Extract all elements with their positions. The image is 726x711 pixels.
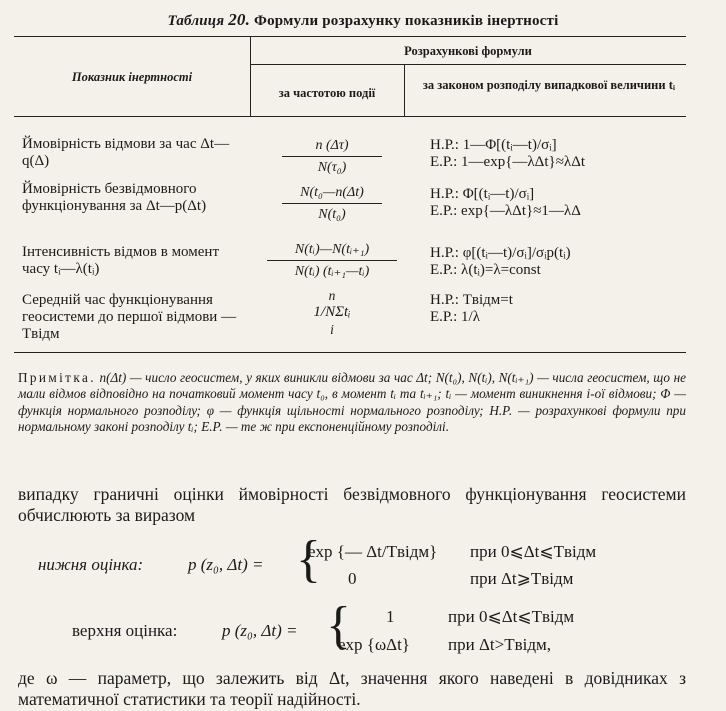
fraction-bar <box>282 156 382 157</box>
fraction-numerator: n (Δτ) <box>315 138 349 153</box>
formula-normal: Н.Р.: Tвідм=t <box>430 292 513 308</box>
sum-expression: 1/NΣtᵢ <box>313 304 351 320</box>
row-law-formula <box>430 245 690 279</box>
header-bottom-rule <box>14 116 686 117</box>
note-heading: Примітка. <box>18 370 96 385</box>
upper-case-2: exp {ωΔt} <box>338 635 410 654</box>
fraction-denominator: N(t₀) <box>318 207 346 222</box>
upper-estimate-lhs: p (z₀, Δt) = <box>222 621 298 640</box>
row-label-reliability-probability: Ймовірність безвідмовного функціонування за Δt—p(Δt) <box>22 181 207 214</box>
header-divider-2 <box>404 64 405 116</box>
upper-brace: { <box>326 597 351 654</box>
formula-exponential: Е.Р.: 1/λ <box>430 309 480 325</box>
fraction-bar <box>267 260 397 261</box>
sum-upper-limit: n <box>328 288 336 303</box>
fraction-denominator: N(τ₀) <box>317 160 347 175</box>
lower-case-2: 0 <box>348 569 357 588</box>
table-bottom-rule <box>14 352 686 353</box>
header-indicator: Показник інертності <box>71 70 193 84</box>
lower-brace: { <box>296 531 321 588</box>
body-paragraph-2: де ω — параметр, що залежить від Δt, значення якого наведені в довідниках з математичної статистики та теорії надійності. <box>18 668 686 709</box>
row-law-formula <box>430 186 690 220</box>
formula-normal: Н.Р.: 1—Φ[(tᵢ—t)/σᵢ] <box>430 137 557 153</box>
lower-case-1: exp {— Δt/Tвідм} <box>308 542 438 561</box>
body-paragraph-1: випадку граничні оцінки ймовірності безвідмовного функціонування геосистеми обчислюють за виразом <box>18 484 686 525</box>
row-label-mean-time: Середній час функціонування геосистеми до першої відмови — Tвідм <box>22 292 237 342</box>
fraction-numerator: N(tᵢ)—N(tᵢ₊₁) <box>294 242 370 257</box>
row-freq-formula <box>262 136 402 177</box>
row-label-failure-intensity: Інтенсивність відмов в момент часу tᵢ—λ(tᵢ) <box>22 244 220 277</box>
row-law-formula <box>430 292 690 326</box>
upper-estimate-label: верхня оцінка: <box>72 621 178 640</box>
table-caption <box>0 10 726 30</box>
caption-prefix: Таблиця <box>167 13 225 29</box>
lower-condition-1: при 0⩽Δt⩽Tвідм <box>470 542 597 561</box>
row-freq-formula <box>262 288 402 337</box>
formula-table <box>14 36 686 354</box>
caption-number: 20. <box>228 10 251 29</box>
formula-exponential: Е.Р.: exp{—λΔt}≈1—λΔ <box>430 203 581 219</box>
row-label-failure-probability: Ймовірність відмови за час Δt—q(Δ) <box>22 136 230 169</box>
table-top-rule <box>14 36 686 37</box>
header-law: за законом розподілу випадкової величини tᵢ <box>422 78 676 92</box>
note-text: n(Δt) — число геосистем, у яких виникли відмови за час Δt; N(t₀), N(tᵢ), N(tᵢ₊₁) — числа геосистем, що не мали відмов відповідно на початковий момент часу t₀, в момент tᵢ та tᵢ₊₁; tᵢ — момент виникнення i-ої відмови; Φ — функція нормального розподілу; φ — функція щільності нормального розподілу; Н.Р. — розрахункові формули при нормальному законі розподілу tᵢ; Е.Р. — те ж при експоненційному розподілі. <box>18 370 686 435</box>
formula-normal: Н.Р.: Φ[(tᵢ—t)/σᵢ] <box>430 186 535 202</box>
fraction-bar <box>282 203 382 204</box>
group-header-rule <box>250 64 686 65</box>
fraction-numerator: N(t₀—n(Δt) <box>300 185 364 200</box>
lower-condition-2: при Δt⩾Tвідм <box>470 569 574 588</box>
lower-estimate-label: нижня оцінка: <box>38 555 144 574</box>
row-law-formula <box>430 137 690 171</box>
row-freq-formula <box>262 183 402 224</box>
formula-exponential: Е.Р.: 1—exp{—λΔt}≈λΔt <box>430 154 586 170</box>
sum-lower-limit: i <box>330 322 334 337</box>
formula-exponential: Е.Р.: λ(tᵢ)=λ=const <box>430 262 541 278</box>
upper-condition-1: при 0⩽Δt⩽Tвідм <box>448 607 575 626</box>
upper-condition-2: при Δt>Tвідм, <box>448 635 551 654</box>
table-note <box>18 370 686 436</box>
upper-case-1: 1 <box>386 607 395 626</box>
header-frequency: за частотою події <box>278 86 376 100</box>
caption-title: Формули розрахунку показників інертності <box>254 13 559 29</box>
lower-estimate-lhs: p (z₀, Δt) = <box>188 555 264 574</box>
row-freq-formula <box>262 240 402 281</box>
formula-normal: Н.Р.: φ[(tᵢ—t)/σᵢ]/σᵢp(tᵢ) <box>430 245 571 261</box>
fraction-denominator: N(tᵢ) (tᵢ₊₁—tᵢ) <box>294 264 370 279</box>
header-group: Розрахункові формули <box>404 44 532 58</box>
